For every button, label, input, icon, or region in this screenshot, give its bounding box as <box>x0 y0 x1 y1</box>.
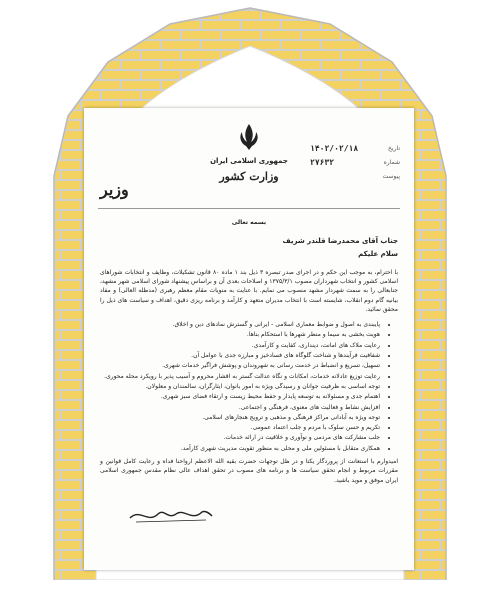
list-item: • پایبندی به اصول و ضوابط معماری اسلامی - ایرانی و گسترش نمادهای دین و اخلاق. <box>100 320 380 329</box>
ministry-name-line1: جمهوری اسلامی ایران <box>210 157 288 165</box>
iran-emblem-icon <box>234 122 264 152</box>
list-item: • افزایش نشاط و فعالیت های معنوی، فرهنگی و اجتماعی. <box>100 403 380 412</box>
closing-paragraph: امیدوارم با استعانت از پروردگار یکتا و در ظل توجهات حضرت بقیه الله الاعظم ارواحنا فداه و رعایت کامل قوانین و مقررات مربوط و انجام تحقق سیاست ها و برنامه های مصوب در تحقق اهداف عالی نظام مقدس جمهوری اسلامی ایران موفق و موید باشید. <box>100 458 398 484</box>
header-divider <box>98 208 400 209</box>
number-label: شماره <box>383 159 400 167</box>
intro-paragraph: با احترام، به موجب این حکم و در اجرای صدر تبصره ۳ ذیل بند ۱ ماده ۸۰ قانون تشکیلات، وظایف و انتخابات شوراهای اسلامی کشور و انتخاب شهرداران مصوب ۱۳۷۵/۳/۱ و اصلاحات بعدی آن و براساس پیشنهاد شورای اسلامی شهر مشهد، جنابعالی را به سمت شهردار مشهد منصوب می نمایم. با عنایت به منویات مقام معظم رهبری (مدظله العالی) و مفاد بیانیه گام دوم انقلاب، شایسته است با انتخاب مدیران متعهد و کارآمد و برنامه ریزی دقیق، اهداف و سیاست های ذیل را محقق نمائید. <box>100 268 399 313</box>
ministry-name-line2: وزارت کشور <box>219 170 279 183</box>
list-item: • شفافیت فرآیندها و شناخت گلوگاه های فسادخیز و مبارزه جدی با عوامل آن. <box>100 351 380 360</box>
list-item: • توجه ویژه به آبادانی مراکز فرهنگی و مذهبی و ترویج هنجارهای اسلامی. <box>100 413 380 422</box>
greeting: سلام علیکم <box>358 249 398 258</box>
letter-body <box>100 236 398 485</box>
official-letter <box>84 108 414 570</box>
list-item: • هویت بخشی به سیما و منظر شهرها با استحکام بناها. <box>100 330 380 339</box>
number-row <box>310 156 400 170</box>
list-item: • توجه اساسی به ظرفیت جوانان و رسیدگی ویژه به امور بانوان، ایثارگران، سالمندان و معلولان. <box>100 382 380 391</box>
directives-list <box>100 320 398 453</box>
list-item: • همکاری متقابل با مسئولین ملی و محلی به منظور تقویت مدیریت شهری کارآمد. <box>100 444 380 453</box>
attachment-label: پیوست <box>382 173 400 181</box>
letter-metadata <box>310 142 400 184</box>
date-row <box>310 142 400 156</box>
date-label: تاریخ <box>388 145 400 153</box>
number-value: ۲۷۶۳۲ <box>310 157 335 167</box>
list-item: • تکریم و حسن سلوک با مردم و جلب اعتماد عمومی. <box>100 423 380 432</box>
list-item: • تسهیل، تسریع و انضباط در خدمت رسانی به شهروندان و پوشش فراگیر خدمات شهری. <box>100 361 380 370</box>
attachment-row <box>310 170 400 184</box>
list-item: • اهتمام جدی و مسئولانه به توسعه پایدار و حفظ محیط زیست و ارتقاء فضای سبز شهری. <box>100 392 380 401</box>
addressee: جناب آقای محمدرضا قلندر شریف <box>282 237 398 245</box>
list-item: • رعایت ملاک های امانت، دینداری، کفایت و کارآمدی. <box>100 341 380 350</box>
handwritten-signature <box>126 502 216 528</box>
minister-title: وزیر <box>100 180 129 199</box>
list-item: • رعایت توزیع عادلانه خدمات، امکانات و نگاه عدالت گستر به اقشار محروم و آسیب پذیر با رویکرد محله محوری. <box>100 372 380 381</box>
bismillah: بسمه تعالی <box>231 219 267 226</box>
list-item: • جلب مشارکت های مردمی و نوآوری و خلاقیت در ارائه خدمات. <box>100 433 380 442</box>
date-value: ۱۴۰۲/۰۲/۱۸ <box>310 143 359 153</box>
